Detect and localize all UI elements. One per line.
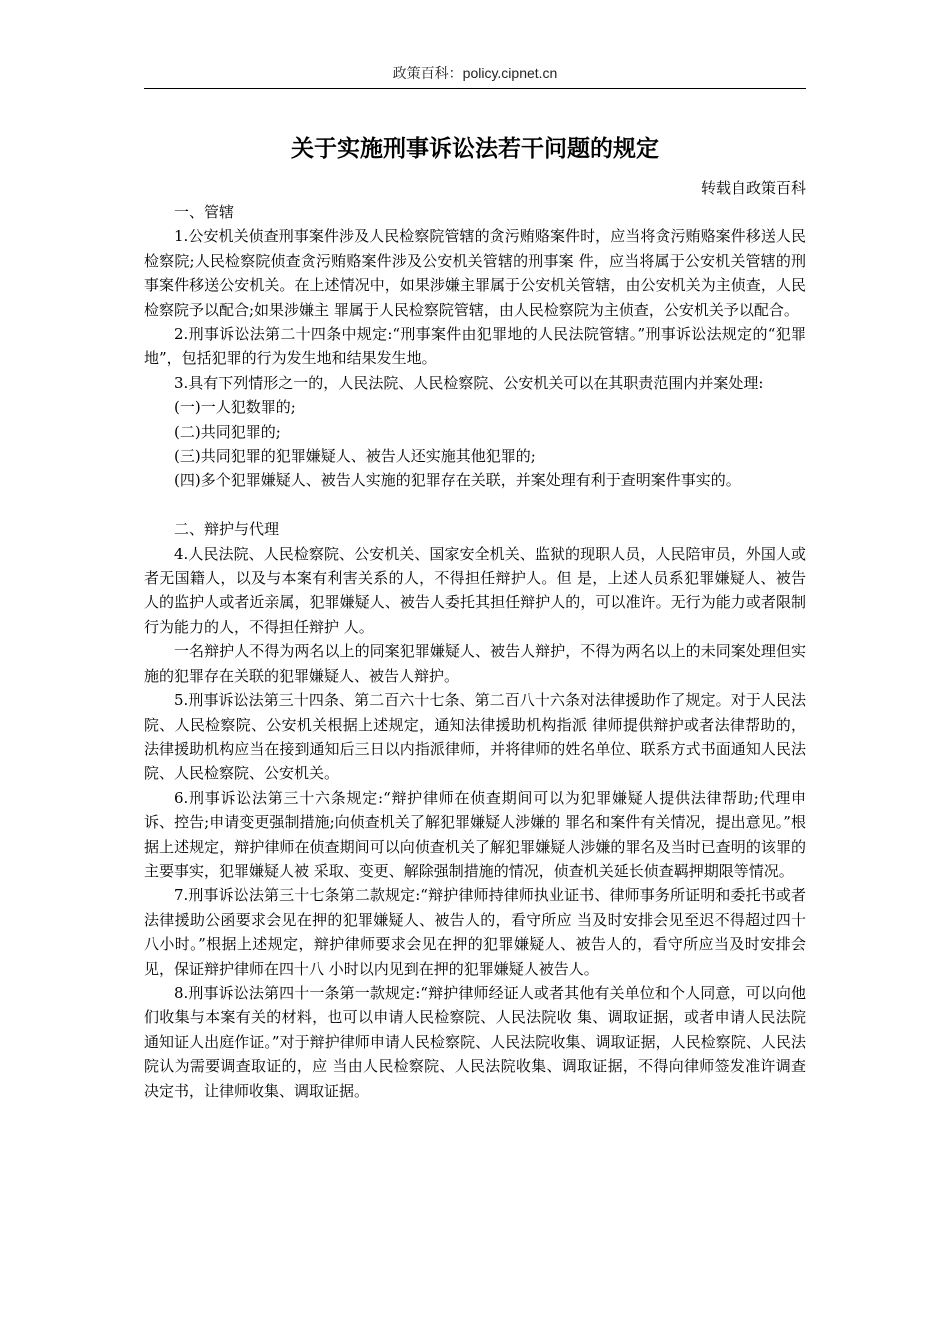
header-divider — [144, 88, 806, 89]
paragraph: 2.刑事诉讼法第二十四条中规定:“刑事案件由犯罪地的人民法院管辖。”刑事诉讼法规定的“犯罪地”，包括犯罪的行为发生地和结果发生地。 — [144, 325, 806, 368]
paragraph: 3.具有下列情形之一的，人民法院、人民检察院、公安机关可以在其职责范围内并案处理: — [174, 373, 764, 392]
paragraph: 4.人民法院、人民检察院、公安机关、国家安全机关、监狱的现职人员，人民陪审员，外国人或者无国籍人，以及与本案有利害关系的人，不得担任辩护人。但 是，上述人员系犯罪嫌疑人、被告人的监护人或者近亲属，犯罪嫌疑人、被告人委托其担任辩护人的，可以准许。无行为能力或者限制行为能力的人，不得担任辩护 人。 — [144, 544, 806, 636]
list-item: (三)共同犯罪的犯罪嫌疑人、被告人还实施其他犯罪的; — [174, 447, 536, 466]
paragraph: 8.刑事诉讼法第四十一条第一款规定:“辩护律师经证人或者其他有关单位和个人同意，可以向他们收集与本案有关的材料，也可以申请人民检察院、人民法院收 集、调取证据，或者申请人民法院通知证人出庭作证。”对于辩护律师申请人民检察院、人民法院收集、调取证据，人民检察院、人民法院认为需要调查取证的，应 当由人民检察院、人民法院收集、调取证据，不得向律师签发准许调查决定书，让律师收集、调取证据。 — [144, 983, 806, 1100]
source-note: 转载自政策百科 — [700, 179, 806, 197]
list-item: (四)多个犯罪嫌疑人、被告人实施的犯罪存在关联，并案处理有利于查明案件事实的。 — [174, 471, 741, 490]
section-heading: 一、管辖 — [174, 203, 235, 221]
paragraph: 1.公安机关侦查刑事案件涉及人民检察院管辖的贪污贿赂案件时，应当将贪污贿赂案件移送人民检察院;人民检察院侦查贪污贿赂案件涉及公安机关管辖的刑事案 件，应当将属于公安机关管辖的刑事案件移送公安机关。在上述情况中，如果涉嫌主罪属于公安机关管辖，由公安机关为主侦查，人民检察院予以配合;如果涉嫌主 罪属于人民检察院管辖，由人民检察院为主侦查，公安机关予以配合。 — [144, 227, 806, 319]
list-item: (一)一人犯数罪的; — [174, 398, 296, 417]
paragraph: 5.刑事诉讼法第三十四条、第二百六十七条、第二百八十六条对法律援助作了规定。对于人民法院、人民检察院、公安机关根据上述规定，通知法律援助机构指派 律师提供辩护或者法律帮助的，法律援助机构应当在接到通知后三日以内指派律师，并将律师的姓名单位、联系方式书面通知人民法院、人民检察院、公安机关。 — [144, 691, 806, 783]
section-spacer — [144, 493, 806, 517]
paragraph: 一名辩护人不得为两名以上的同案犯罪嫌疑人、被告人辩护，不得为两名以上的未同案处理但实施的犯罪存在关联的犯罪嫌疑人、被告人辩护。 — [144, 642, 806, 685]
document-body — [144, 200, 806, 1103]
paragraph: 7.刑事诉讼法第三十七条第二款规定:“辩护律师持律师执业证书、律师事务所证明和委托书或者法律援助公函要求会见在押的犯罪嫌疑人、被告人的，看守所应 当及时安排会见至迟不得超过四十八小时。”根据上述规定，辩护律师要求会见在押的犯罪嫌疑人、被告人的，看守所应当及时安排会见，保证辩护律师在四十八 小时以内见到在押的犯罪嫌疑人被告人。 — [144, 886, 806, 978]
section-heading: 二、辩护与代理 — [174, 520, 280, 539]
paragraph: 6.刑事诉讼法第三十六条规定:“辩护律师在侦查期间可以为犯罪嫌疑人提供法律帮助;代理申诉、控告;申请变更强制措施;向侦查机关了解犯罪嫌疑人涉嫌的 罪名和案件有关情况，提出意见。”根据上述规定，辩护律师在侦查期间可以向侦查机关了解犯罪嫌疑人涉嫌的罪名及当时已查明的该罪的主要事实，犯罪嫌疑人被 采取、变更、解除强制措施的情况，侦查机关延长侦查羁押期限等情况。 — [144, 788, 806, 880]
list-item: (二)共同犯罪的; — [174, 422, 281, 441]
page-header: 政策百科：policy.cipnet.cn — [392, 65, 558, 81]
document-title: 关于实施刑事诉讼法若干问题的规定 — [291, 136, 659, 162]
